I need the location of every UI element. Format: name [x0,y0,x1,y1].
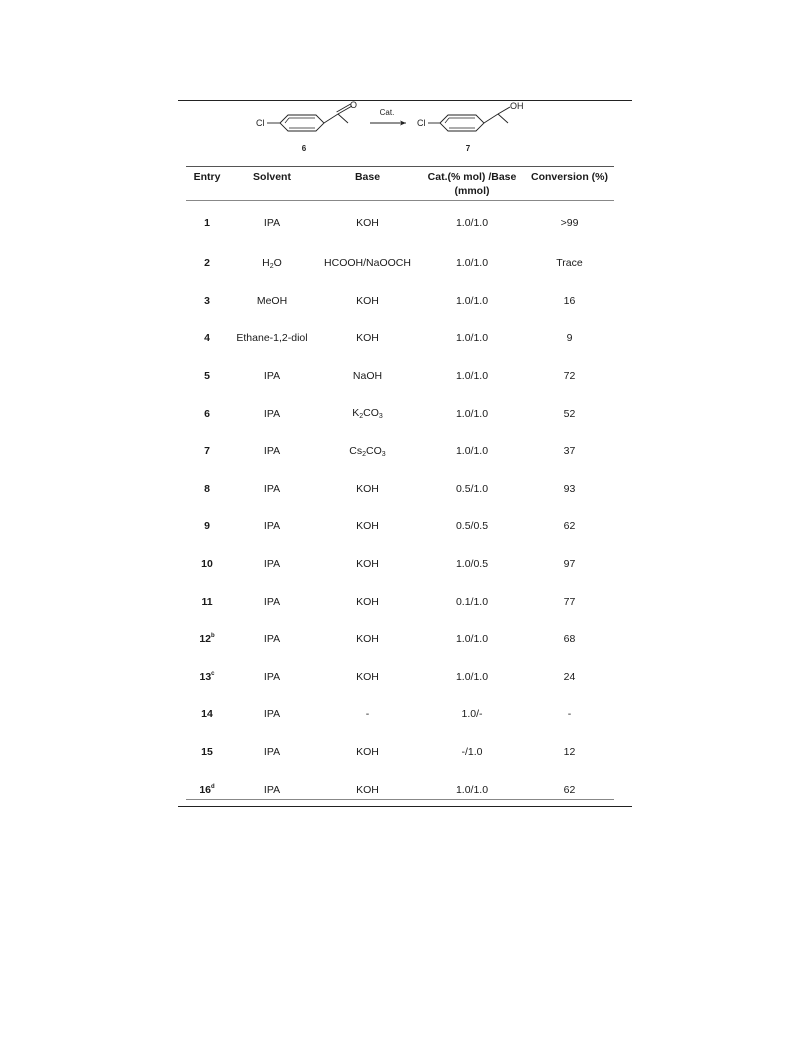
table-body [186,201,614,809]
entry-cell [186,771,228,809]
cat-base-cell [419,696,525,734]
cat-base-cell [419,245,525,283]
solvent-cell [228,508,316,546]
solvent-cell-text: IPA [263,595,281,608]
solvent-cell-text: $H_2O$ [262,256,282,270]
conversion-cell [525,696,614,734]
conversion-cell [525,320,614,358]
entry-cell [186,508,228,546]
cat-base-cell-text: 1.0/1.0 [455,332,489,345]
conversion-cell [525,470,614,508]
conversion-cell [525,357,614,395]
base-cell [316,696,419,734]
base-cell-text: KOH [356,783,379,796]
cat-base-cell-text: 1.0/0.5 [455,558,489,571]
base-cell [316,245,419,283]
conversion-cell-text: 93 [563,482,576,495]
base-cell-text: KOH [356,216,379,229]
entry-cell-text: 9 [204,520,210,533]
table-row [186,357,614,395]
conversion-cell-text: 77 [563,595,576,608]
cat-base-cell [419,545,525,583]
header-entry: Entry [193,171,221,183]
base-cell [316,432,419,470]
entry-cell-text: 10 [201,558,213,571]
conversion-cell [525,733,614,771]
entry-cell-text: 12 [199,633,211,646]
conversion-cell [525,545,614,583]
conversion-cell [525,583,614,621]
solvent-cell [228,658,316,696]
base-cell [316,545,419,583]
entry-cell [186,432,228,470]
base-cell-text: KOH [356,670,379,683]
conversion-cell-text: - [567,708,572,721]
solvent-cell [228,357,316,395]
cat-base-cell [419,470,525,508]
cat-base-cell [419,771,525,809]
conversion-cell [525,620,614,658]
table-row [186,470,614,508]
solvent-cell-text: IPA [263,216,281,229]
table-row [186,282,614,320]
header-base: Base [354,171,381,183]
cat-base-cell [419,508,525,546]
entry-cell [186,583,228,621]
cat-base-cell [419,357,525,395]
solvent-cell [228,320,316,358]
base-cell [316,771,419,809]
conversion-cell [525,432,614,470]
cat-base-cell-text: 1.0/1.0 [455,294,489,307]
entry-cell [186,357,228,395]
conversion-cell [525,282,614,320]
reactant-cl: Cl [256,118,265,128]
base-cell [316,357,419,395]
entry-cell-text: 5 [204,370,210,383]
cat-base-cell [419,282,525,320]
solvent-cell-text: MeOH [256,294,288,307]
entry-cell-text: 11 [201,595,213,608]
conversion-cell-text: 97 [563,558,576,571]
base-cell-text: KOH [356,520,379,533]
table-row [186,432,614,470]
header-cat-base [419,168,525,201]
cat-base-cell-text: 0.5/1.0 [455,482,489,495]
table-row [186,583,614,621]
cat-base-cell-text: 1.0/1.0 [455,783,489,796]
conversion-cell [525,658,614,696]
table-row [186,771,614,809]
conversion-cell [525,771,614,809]
solvent-cell-text: IPA [263,407,281,420]
solvent-cell [228,771,316,809]
solvent-cell-text: IPA [263,633,281,646]
conversion-cell [525,508,614,546]
entry-cell [186,696,228,734]
cat-base-cell [419,320,525,358]
base-cell-text: - [365,708,370,721]
base-cell-text: $K_2CO_3$ [352,407,383,421]
cat-base-cell-text: -/1.0 [461,746,483,759]
base-cell-text: NaOH [352,370,383,383]
base-cell-text: KOH [356,332,379,345]
cat-base-cell-text: 1.0/1.0 [455,407,489,420]
cat-base-cell-text: 1.0/1.0 [455,370,489,383]
base-cell [316,282,419,320]
cat-base-cell [419,201,525,245]
conversion-cell-text: 62 [563,783,576,796]
header-conversion: Conversion (%) [530,171,608,183]
entry-cell [186,395,228,433]
table-row [186,245,614,283]
product-label: 7 [465,144,471,153]
cat-base-cell-text: 1.0/1.0 [455,633,489,646]
solvent-cell-text: IPA [263,445,281,458]
cat-base-cell-text: 1.0/- [461,708,483,721]
entry-cell-text: 3 [204,294,210,307]
header-cat-line1: Cat.(% mol) /Base [427,171,517,183]
catalyst-label: Cat. [379,108,395,117]
entry-cell [186,470,228,508]
table-row [186,395,614,433]
entry-cell [186,658,228,696]
table-row [186,545,614,583]
cat-base-cell [419,432,525,470]
conversion-cell-text: >99 [560,216,579,229]
conversion-cell-text: 24 [563,670,576,683]
footnote-mark: b [211,633,215,640]
entry-cell [186,733,228,771]
cat-base-cell-text: 1.0/1.0 [455,216,489,229]
table-top-rule [186,166,614,167]
solvent-cell-text: IPA [263,482,281,495]
solvent-cell [228,201,316,245]
reactant-label: 6 [301,144,307,153]
conversion-cell-text: 12 [563,746,576,759]
base-cell [316,658,419,696]
conversion-cell [525,245,614,283]
table-row [186,658,614,696]
base-cell-text: KOH [356,633,379,646]
conversion-cell-text: 62 [563,520,576,533]
base-cell-text: KOH [356,294,379,307]
entry-cell-text: 1 [204,216,210,229]
cat-base-cell [419,395,525,433]
solvent-cell [228,395,316,433]
results-table [186,168,614,808]
conversion-cell-text: 37 [563,445,576,458]
entry-cell-text: 6 [204,407,210,420]
solvent-cell [228,470,316,508]
conversion-cell-text: 68 [563,633,576,646]
entry-cell-text: 8 [204,482,210,495]
entry-cell [186,201,228,245]
conversion-cell-text: 72 [563,370,576,383]
cat-base-cell-text: 1.0/1.0 [455,257,489,270]
base-cell [316,583,419,621]
solvent-cell [228,282,316,320]
entry-cell [186,282,228,320]
cat-base-cell [419,733,525,771]
base-cell-text: HCOOH/NaOOCH [324,257,411,270]
solvent-cell-text: Ethane-1,2-diol [236,332,308,345]
solvent-cell-text: IPA [263,783,281,796]
reactant-ring-icon [280,115,324,131]
bottom-rule [178,806,632,807]
conversion-cell [525,395,614,433]
base-cell [316,470,419,508]
table-header-row [186,168,614,201]
footnote-mark: c [211,670,215,677]
solvent-cell [228,620,316,658]
reaction-scheme [240,100,560,162]
header-cat-line2: (mmol) [454,185,490,197]
entry-cell-text: 7 [204,445,210,458]
solvent-cell [228,245,316,283]
base-cell-text: KOH [356,746,379,759]
entry-cell [186,245,228,283]
table-row [186,733,614,771]
base-cell [316,320,419,358]
solvent-cell [228,696,316,734]
table-row [186,620,614,658]
solvent-cell-text: IPA [263,708,281,721]
entry-cell-text: 16 [199,783,211,796]
solvent-cell [228,733,316,771]
base-cell [316,395,419,433]
conversion-cell-text: 16 [563,294,576,307]
solvent-cell [228,545,316,583]
conversion-cell [525,201,614,245]
entry-cell-text: 14 [201,708,213,721]
cat-base-cell-text: 1.0/1.0 [455,670,489,683]
base-cell [316,508,419,546]
entry-cell [186,320,228,358]
cat-base-cell [419,583,525,621]
conversion-cell-text: 9 [566,332,573,345]
product-ring-icon [440,115,484,131]
entry-cell-text: 15 [201,746,213,759]
base-cell [316,620,419,658]
base-cell [316,201,419,245]
cat-base-cell-text: 1.0/1.0 [455,445,489,458]
base-cell-text: $Cs_2CO_3$ [349,444,386,458]
table-row [186,201,614,245]
solvent-cell-text: IPA [263,520,281,533]
entry-cell [186,545,228,583]
footnote-mark: d [211,783,215,790]
entry-cell-text: 13 [199,670,212,683]
cat-base-cell-text: 0.1/1.0 [455,595,489,608]
table-bottom-rule [186,799,614,800]
solvent-cell [228,432,316,470]
conversion-cell-text: 52 [563,407,576,420]
cat-base-cell [419,620,525,658]
solvent-cell-text: IPA [263,558,281,571]
product-cl: Cl [417,118,426,128]
entry-cell-text: 4 [204,332,210,345]
solvent-cell [228,583,316,621]
solvent-cell-text: IPA [263,746,281,759]
entry-cell-text: 2 [204,257,210,270]
alcohol-oh: OH [510,101,524,111]
table-row [186,696,614,734]
solvent-cell-text: IPA [263,370,281,383]
header-solvent: Solvent [253,171,291,183]
solvent-cell-text: IPA [263,670,281,683]
conversion-cell-text: Trace [556,257,583,270]
ketone-o: O [350,100,358,110]
base-cell [316,733,419,771]
base-cell-text: KOH [356,482,379,495]
entry-cell [186,620,228,658]
table-row [186,508,614,546]
base-cell-text: KOH [356,558,379,571]
table-row [186,320,614,358]
cat-base-cell [419,658,525,696]
cat-base-cell-text: 0.5/0.5 [455,520,489,533]
base-cell-text: KOH [356,595,379,608]
